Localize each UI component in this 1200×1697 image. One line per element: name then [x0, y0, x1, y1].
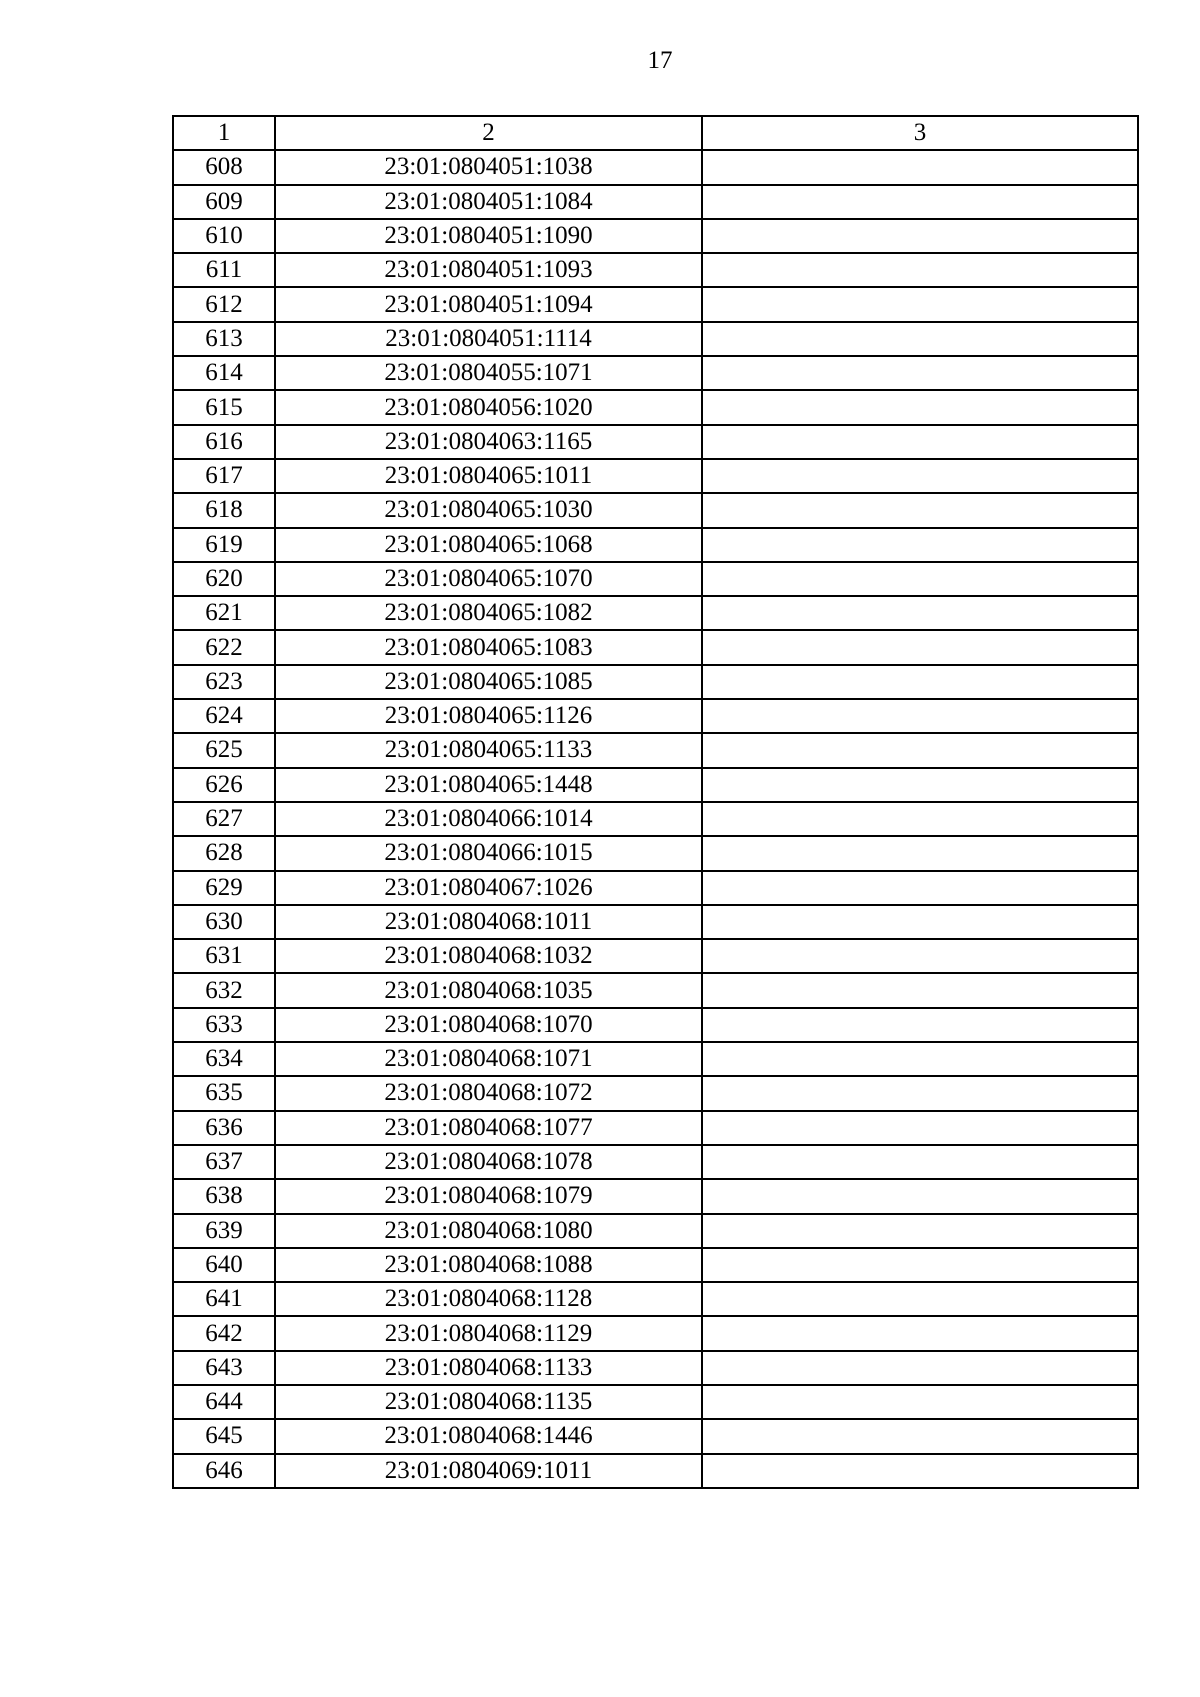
cadastral-number-cell: 23:01:0804065:1083	[275, 630, 702, 664]
cadastral-number-table	[172, 115, 1139, 1489]
row-number-cell: 615	[173, 390, 275, 424]
row-number-cell: 646	[173, 1454, 275, 1488]
notes-cell	[702, 562, 1138, 596]
table-row	[173, 665, 1138, 699]
notes-cell	[702, 1008, 1138, 1042]
notes-cell	[702, 322, 1138, 356]
table-row	[173, 390, 1138, 424]
notes-cell	[702, 836, 1138, 870]
cadastral-number-cell: 23:01:0804068:1078	[275, 1145, 702, 1179]
table-row	[173, 699, 1138, 733]
notes-cell	[702, 253, 1138, 287]
row-number-cell: 631	[173, 939, 275, 973]
row-number-cell: 630	[173, 905, 275, 939]
notes-cell	[702, 390, 1138, 424]
notes-cell	[702, 871, 1138, 905]
row-number-cell: 629	[173, 871, 275, 905]
table-row	[173, 1111, 1138, 1145]
row-number-cell: 638	[173, 1179, 275, 1213]
cadastral-number-cell: 23:01:0804065:1448	[275, 768, 702, 802]
table-row	[173, 939, 1138, 973]
notes-cell	[702, 733, 1138, 767]
table-body	[173, 116, 1138, 1488]
row-number-cell: 644	[173, 1385, 275, 1419]
cadastral-number-cell: 23:01:0804051:1114	[275, 322, 702, 356]
row-number-cell: 637	[173, 1145, 275, 1179]
notes-cell	[702, 1419, 1138, 1453]
notes-cell	[702, 768, 1138, 802]
table-row	[173, 596, 1138, 630]
notes-cell	[702, 1248, 1138, 1282]
row-number-cell: 619	[173, 528, 275, 562]
notes-cell	[702, 493, 1138, 527]
row-number-cell: 633	[173, 1008, 275, 1042]
notes-cell	[702, 1042, 1138, 1076]
row-number-cell: 622	[173, 630, 275, 664]
notes-cell	[702, 973, 1138, 1007]
notes-cell	[702, 1076, 1138, 1110]
row-number-cell: 617	[173, 459, 275, 493]
table-row	[173, 322, 1138, 356]
cadastral-number-cell: 23:01:0804063:1165	[275, 425, 702, 459]
notes-cell	[702, 596, 1138, 630]
notes-cell	[702, 699, 1138, 733]
notes-cell	[702, 185, 1138, 219]
table-row	[173, 1214, 1138, 1248]
table-row	[173, 1454, 1138, 1488]
notes-cell	[702, 356, 1138, 390]
notes-cell	[702, 665, 1138, 699]
row-number-cell: 643	[173, 1351, 275, 1385]
row-number-cell: 640	[173, 1248, 275, 1282]
notes-cell	[702, 1179, 1138, 1213]
cadastral-number-cell: 23:01:0804055:1071	[275, 356, 702, 390]
table-header-row	[173, 116, 1138, 150]
row-number-cell: 610	[173, 219, 275, 253]
notes-cell	[702, 905, 1138, 939]
notes-cell	[702, 1385, 1138, 1419]
table-row	[173, 425, 1138, 459]
table-row	[173, 1248, 1138, 1282]
table-row	[173, 528, 1138, 562]
cadastral-number-cell: 23:01:0804068:1011	[275, 905, 702, 939]
cadastral-number-cell: 23:01:0804065:1011	[275, 459, 702, 493]
table-row	[173, 836, 1138, 870]
cadastral-number-cell: 23:01:0804065:1082	[275, 596, 702, 630]
row-number-cell: 625	[173, 733, 275, 767]
cadastral-number-cell: 23:01:0804068:1135	[275, 1385, 702, 1419]
row-number-cell: 608	[173, 150, 275, 184]
table-row	[173, 253, 1138, 287]
table-row	[173, 1385, 1138, 1419]
row-number-cell: 621	[173, 596, 275, 630]
row-number-cell: 620	[173, 562, 275, 596]
cadastral-number-cell: 23:01:0804065:1085	[275, 665, 702, 699]
cadastral-number-cell: 23:01:0804068:1032	[275, 939, 702, 973]
table-row	[173, 1076, 1138, 1110]
row-number-cell: 634	[173, 1042, 275, 1076]
cadastral-number-cell: 23:01:0804068:1070	[275, 1008, 702, 1042]
table-row	[173, 1316, 1138, 1350]
row-number-cell: 623	[173, 665, 275, 699]
table-row	[173, 905, 1138, 939]
notes-cell	[702, 1351, 1138, 1385]
cadastral-number-cell: 23:01:0804067:1026	[275, 871, 702, 905]
table-row	[173, 1145, 1138, 1179]
table-row	[173, 768, 1138, 802]
cadastral-number-cell: 23:01:0804051:1093	[275, 253, 702, 287]
table-row	[173, 1282, 1138, 1316]
cadastral-number-cell: 23:01:0804051:1094	[275, 287, 702, 321]
table-row	[173, 1008, 1138, 1042]
cadastral-number-cell: 23:01:0804065:1070	[275, 562, 702, 596]
cadastral-number-cell: 23:01:0804051:1090	[275, 219, 702, 253]
notes-cell	[702, 1111, 1138, 1145]
row-number-cell: 642	[173, 1316, 275, 1350]
notes-cell	[702, 425, 1138, 459]
notes-cell	[702, 1454, 1138, 1488]
row-number-cell: 618	[173, 493, 275, 527]
table-row	[173, 802, 1138, 836]
table-row	[173, 219, 1138, 253]
notes-cell	[702, 939, 1138, 973]
row-number-cell: 639	[173, 1214, 275, 1248]
cadastral-number-cell: 23:01:0804051:1084	[275, 185, 702, 219]
notes-cell	[702, 150, 1138, 184]
column-header-1: 1	[173, 116, 275, 150]
row-number-cell: 616	[173, 425, 275, 459]
cadastral-number-cell: 23:01:0804068:1077	[275, 1111, 702, 1145]
notes-cell	[702, 219, 1138, 253]
notes-cell	[702, 1145, 1138, 1179]
cadastral-number-cell: 23:01:0804066:1014	[275, 802, 702, 836]
notes-cell	[702, 287, 1138, 321]
row-number-cell: 636	[173, 1111, 275, 1145]
column-header-3: 3	[702, 116, 1138, 150]
cadastral-number-cell: 23:01:0804065:1030	[275, 493, 702, 527]
cadastral-number-cell: 23:01:0804068:1071	[275, 1042, 702, 1076]
row-number-cell: 627	[173, 802, 275, 836]
cadastral-number-cell: 23:01:0804068:1446	[275, 1419, 702, 1453]
notes-cell	[702, 630, 1138, 664]
cadastral-number-cell: 23:01:0804065:1068	[275, 528, 702, 562]
table-row	[173, 1419, 1138, 1453]
table-row	[173, 1351, 1138, 1385]
table-row	[173, 630, 1138, 664]
cadastral-number-cell: 23:01:0804065:1133	[275, 733, 702, 767]
row-number-cell: 609	[173, 185, 275, 219]
cadastral-number-cell: 23:01:0804068:1088	[275, 1248, 702, 1282]
row-number-cell: 632	[173, 973, 275, 1007]
cadastral-number-cell: 23:01:0804068:1128	[275, 1282, 702, 1316]
row-number-cell: 612	[173, 287, 275, 321]
row-number-cell: 624	[173, 699, 275, 733]
cadastral-number-cell: 23:01:0804066:1015	[275, 836, 702, 870]
row-number-cell: 613	[173, 322, 275, 356]
notes-cell	[702, 528, 1138, 562]
cadastral-number-cell: 23:01:0804051:1038	[275, 150, 702, 184]
cadastral-number-cell: 23:01:0804068:1072	[275, 1076, 702, 1110]
notes-cell	[702, 1214, 1138, 1248]
notes-cell	[702, 1282, 1138, 1316]
row-number-cell: 628	[173, 836, 275, 870]
cadastral-number-cell: 23:01:0804068:1079	[275, 1179, 702, 1213]
table-row	[173, 150, 1138, 184]
cadastral-number-cell: 23:01:0804065:1126	[275, 699, 702, 733]
notes-cell	[702, 1316, 1138, 1350]
row-number-cell: 645	[173, 1419, 275, 1453]
table-row	[173, 1042, 1138, 1076]
table-row	[173, 562, 1138, 596]
row-number-cell: 641	[173, 1282, 275, 1316]
cadastral-number-cell: 23:01:0804068:1035	[275, 973, 702, 1007]
table-row	[173, 1179, 1138, 1213]
row-number-cell: 635	[173, 1076, 275, 1110]
table-row	[173, 459, 1138, 493]
table-row	[173, 356, 1138, 390]
cadastral-number-cell: 23:01:0804068:1129	[275, 1316, 702, 1350]
cadastral-number-cell: 23:01:0804069:1011	[275, 1454, 702, 1488]
cadastral-number-cell: 23:01:0804068:1080	[275, 1214, 702, 1248]
table-row	[173, 185, 1138, 219]
notes-cell	[702, 459, 1138, 493]
table-row	[173, 973, 1138, 1007]
cadastral-number-cell: 23:01:0804056:1020	[275, 390, 702, 424]
row-number-cell: 626	[173, 768, 275, 802]
row-number-cell: 614	[173, 356, 275, 390]
notes-cell	[702, 802, 1138, 836]
row-number-cell: 611	[173, 253, 275, 287]
table-row	[173, 287, 1138, 321]
table-row	[173, 733, 1138, 767]
cadastral-number-cell: 23:01:0804068:1133	[275, 1351, 702, 1385]
column-header-2: 2	[275, 116, 702, 150]
table-row	[173, 493, 1138, 527]
table-row	[173, 871, 1138, 905]
page-number: 17	[647, 47, 673, 74]
